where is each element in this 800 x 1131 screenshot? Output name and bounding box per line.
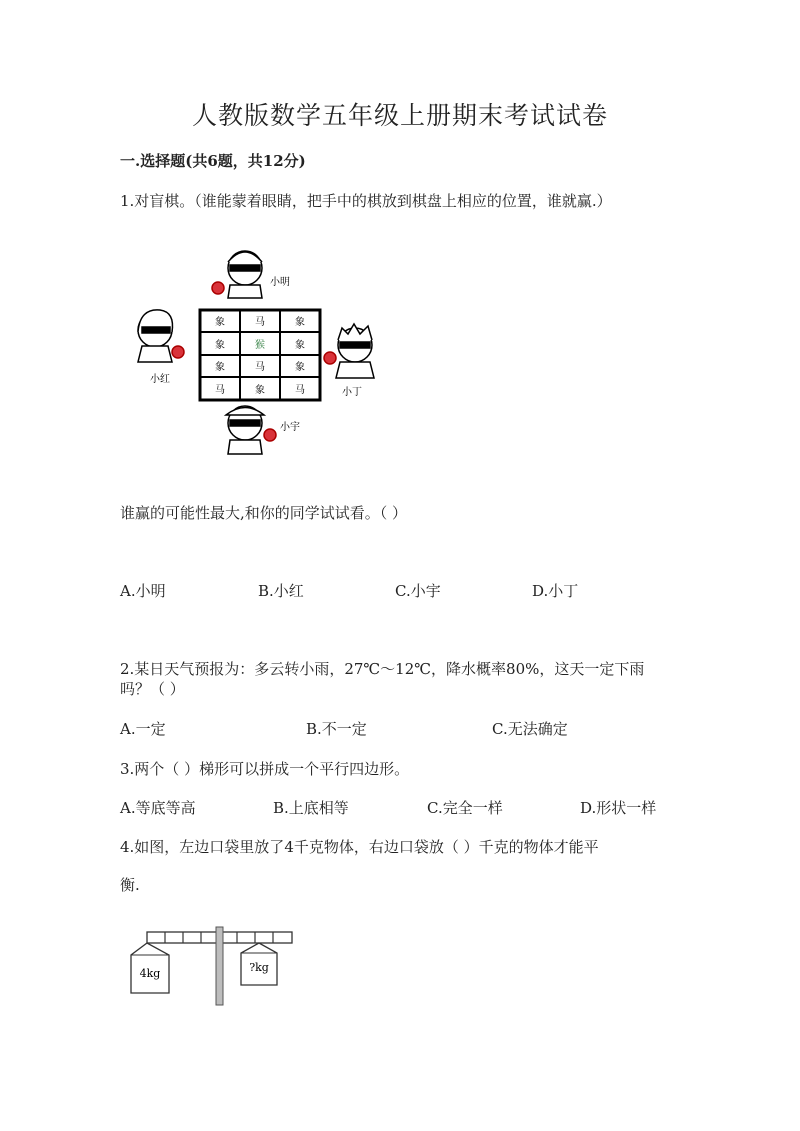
grid-cell: 象	[215, 340, 225, 351]
balance-scale-figure	[125, 925, 300, 1010]
grid-cell: 马	[255, 362, 265, 373]
grid-cell: 象	[215, 362, 225, 373]
grid-cell: 象	[255, 385, 265, 396]
q1-option-c[interactable]: C.小宇	[395, 582, 441, 600]
grid-cell: 猴	[255, 340, 265, 351]
grid-cell: 象	[215, 317, 225, 328]
grid-cell: 象	[295, 317, 305, 328]
q1-option-d[interactable]: D.小丁	[532, 582, 579, 600]
section-heading: 一.选择题(共6题，共12分)	[120, 152, 306, 170]
q3-option-b[interactable]: B.上底相等	[273, 799, 349, 817]
child-left-icon	[138, 310, 184, 362]
q3-option-c[interactable]: C.完全一样	[427, 799, 503, 817]
child-top-icon	[212, 251, 262, 298]
child-bottom-icon	[226, 406, 276, 454]
q2-option-a[interactable]: A.一定	[120, 720, 166, 738]
q1-question: 谁赢的可能性最大,和你的同学试试看。（ ）	[120, 504, 408, 522]
grid-cell: 马	[215, 385, 225, 396]
q1-option-a[interactable]: A.小明	[120, 582, 166, 600]
q4-stem-line1: 4.如图，左边口袋里放了4千克物体，右边口袋放（ ）千克的物体才能平	[120, 838, 599, 856]
scale-pole	[216, 927, 223, 1005]
name-right: 小丁	[342, 387, 362, 398]
name-left: 小红	[150, 374, 170, 385]
blind-chess-figure	[130, 240, 390, 460]
grid-cell: 象	[295, 362, 305, 373]
q4-stem-line2: 衡.	[120, 876, 140, 894]
q3-stem: 3.两个（ ）梯形可以拼成一个平行四边形。	[120, 760, 410, 778]
left-bag-label: 4kg	[139, 967, 161, 980]
q3-option-a[interactable]: A.等底等高	[120, 799, 196, 817]
name-bottom: 小宇	[280, 422, 300, 433]
grid-cell: 象	[295, 340, 305, 351]
child-right-icon	[324, 324, 374, 378]
grid-cell: 马	[295, 385, 305, 396]
q2-stem-line2: 吗？（ ）	[120, 680, 185, 698]
right-bag-label: ?kg	[249, 961, 269, 974]
q2-option-b[interactable]: B.不一定	[306, 720, 367, 738]
grid-cell: 马	[255, 317, 265, 328]
q1-option-b[interactable]: B.小红	[258, 582, 304, 600]
q2-option-c[interactable]: C.无法确定	[492, 720, 568, 738]
name-top: 小明	[270, 277, 290, 288]
q2-stem-line1: 2.某日天气预报为：多云转小雨，27℃～12℃，降水概率80%，这天一定下雨	[120, 660, 645, 678]
q3-option-d[interactable]: D.形状一样	[580, 799, 657, 817]
q1-stem: 1.对盲棋。（谁能蒙着眼睛，把手中的棋放到棋盘上相应的位置，谁就赢.）	[120, 192, 612, 210]
page-title: 人教版数学五年级上册期末考试试卷	[191, 101, 608, 130]
